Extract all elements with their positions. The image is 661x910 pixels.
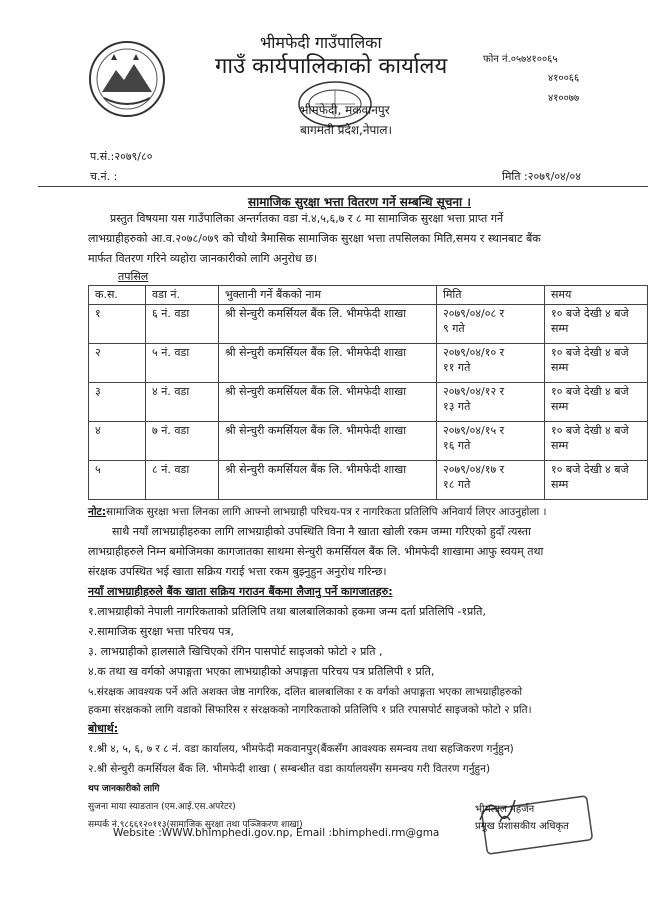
contact-phone: सम्पर्क नं.९८६६१२०११३(सामाजिक सुरक्षा तथा पञ्जिकरण शाखा) <box>88 820 303 830</box>
header-divider <box>38 186 648 187</box>
cell-sn: ४ <box>89 422 146 461</box>
doc-item: ५.संरक्षक आवश्यक पर्ने अति अशक्त जेष्ठ नागरिक, दलित बालबालिका र क वर्गको अपाङ्गता भएका लाभग्राहीहरुको <box>88 686 523 698</box>
date-line: १८ गते <box>443 478 471 491</box>
cc-item: १.श्री ४, ५, ६, ७ र ८ नं. वडा कार्यालय, भीमफेदी मकवानपुर(बैंकसँग आवश्यक समन्वय तथा सहजिकरण गर्नुहुन) <box>88 743 514 755</box>
phone-2: ४१००६६ <box>548 73 580 84</box>
cc-item: २.श्री सेन्चुरी कमर्सियल बैंक लि. भीमफेदी शाखा ( सम्बन्धीत वडा कार्यालयसँग समन्वय गरी वितरण गर्नुहुन) <box>88 763 491 775</box>
cell-time <box>545 461 648 500</box>
table-header-row <box>89 286 648 305</box>
doc-item: ३. लाभग्राहीको हालसालै खिचिएको रंगिन पासपोर्ट साइजको फोटो २ प्रति , <box>88 645 383 658</box>
col-header-date: मिति <box>437 286 545 305</box>
doc-item: १.लाभग्राहीको नेपाली नागरिकताको प्रतिलिपि तथा बालबालिकाको हकमा जन्म दर्ता प्रतिलिपि -१प्रति, <box>88 605 486 618</box>
cell-bank: श्री सेन्चुरी कमर्सियल बैंक लि. भीमफेदी शाखा <box>219 305 437 344</box>
time-line: सम्म <box>551 322 569 335</box>
para2-line: संरक्षक उपस्थित भई खाता सक्रिय गराई भत्ता रकम बुझ्नुहुन अनुरोध गरिन्छ। <box>88 565 387 578</box>
contact-heading: थप जानकारीको लागि <box>88 784 160 794</box>
col-header-time: समय <box>545 286 648 305</box>
date-line: २०७९/०४/१० र <box>443 346 505 359</box>
doc-item: २.सामाजिक सुरक्षा भत्ता परिचय पत्र, <box>88 625 235 638</box>
cell-date <box>437 383 545 422</box>
date-line: १६ गते <box>443 439 471 452</box>
cell-ward: ७ नं. वडा <box>146 422 219 461</box>
col-header-sn: क.स. <box>89 286 146 305</box>
time-line: १० बजे देखी ४ बजे <box>551 385 629 398</box>
cell-sn: १ <box>89 305 146 344</box>
cell-sn: २ <box>89 344 146 383</box>
time-line: सम्म <box>551 478 569 491</box>
cell-bank: श्री सेन्चुरी कमर्सियल बैंक लि. भीमफेदी शाखा <box>219 383 437 422</box>
tapasil-label: तपसिल <box>118 270 149 283</box>
para1-line: लाभग्राहीहरुको आ.व.२०७८/०७९ को चौथो त्रैमासिक सामाजिक सुरक्षा भत्ता तपसिलका मिति,समय र स्थानबाट बैंक <box>88 232 541 245</box>
cell-date <box>437 344 545 383</box>
date-line: २०७९/०४/०८ र <box>443 307 505 320</box>
address-line-2: बागमती प्रदेश,नेपाल। <box>300 123 393 137</box>
date-line: ९ गते <box>443 322 465 335</box>
dispatch-number: च.नं. : <box>90 170 118 183</box>
date-line: २०७९/०४/१७ र <box>443 463 505 476</box>
para2-line: लाभग्राहीहरुले निम्न बमोजिमका कागजातका साथमा सेन्चुरी कमर्सियल बैंक लि. भीमफेदी शाखामा आफु स्वयम् तथा <box>88 545 544 558</box>
table-row <box>89 344 648 383</box>
time-line: सम्म <box>551 400 569 413</box>
date-line: ११ गते <box>443 361 471 374</box>
time-line: १० बजे देखी ४ बजे <box>551 346 629 359</box>
schedule-table <box>88 285 648 500</box>
col-header-ward: वडा नं. <box>146 286 219 305</box>
org-name-top: भीमफेदी गाउँपालिका <box>260 33 382 52</box>
time-line: १० बजे देखी ४ बजे <box>551 307 629 320</box>
notice-date: मिति :२०७९/०४/०४ <box>502 170 581 183</box>
table-row <box>89 422 648 461</box>
notice-subject: सामाजिक सुरक्षा भत्ता वितरण गर्ने सम्बन्धि सूचना । <box>248 195 471 209</box>
date-line: १३ गते <box>443 400 471 413</box>
cell-time <box>545 422 648 461</box>
time-line: सम्म <box>551 439 569 452</box>
note-text: सामाजिक सुरक्षा भत्ता लिनका लागि आफ्नो लाभग्राही परिचय-पत्र र नागरिकता प्रतिलिपि अनिवार्य लिएर आउनुहोला । <box>106 506 547 518</box>
cc-heading: बोधार्थ: <box>88 722 119 735</box>
cell-time <box>545 305 648 344</box>
para1-line: प्रस्तुत विषयमा यस गाउँपालिका अन्तर्गतका वडा नं.४,५,६,७ र ८ मा सामाजिक सुरक्षा भत्ता प्राप्त गर्ने <box>110 212 504 225</box>
table-row <box>89 305 648 344</box>
signatory-name: भीमलाल महर्जन <box>475 804 535 815</box>
ref-number: प.सं.:२०७९/८० <box>90 150 153 163</box>
doc-item: ४.क तथा ख वर्गको अपाङ्गता भएका लाभग्राहीको अपाङ्गता परिचय पत्र प्रतिलिपी १ प्रति, <box>88 665 435 678</box>
cell-ward: ४ नं. वडा <box>146 383 219 422</box>
cell-date <box>437 461 545 500</box>
note-label: नोट: <box>88 506 107 518</box>
cell-sn: ३ <box>89 383 146 422</box>
cell-bank: श्री सेन्चुरी कमर्सियल बैंक लि. भीमफेदी शाखा <box>219 461 437 500</box>
note-line <box>88 505 547 519</box>
date-line: २०७९/०४/१५ र <box>443 424 505 437</box>
cell-date <box>437 422 545 461</box>
address-line-1: भीमफेदी, मकवानपुर <box>300 103 390 117</box>
phone-1: फोन नं.०५७४१००६५ <box>483 54 558 65</box>
cell-time <box>545 344 648 383</box>
signatory-title: प्रमुख प्रशासकीय अधिकृत <box>475 821 569 832</box>
footer-contact: Website :WWW.bhimphedi.gov.np, Email :bhimphedi.rm@gma <box>113 827 440 839</box>
cell-bank: श्री सेन्चुरी कमर्सियल बैंक लि. भीमफेदी शाखा <box>219 344 437 383</box>
doc-item: हकमा संरक्षकको लागि वडाको सिफारिस र संरक्षकको नागरिकताको प्रतिलिपि १ प्रति रपासपोर्ट साइजको फोटो २ प्रति। <box>88 704 532 716</box>
phone-3: ४१००७७ <box>548 93 580 104</box>
org-office-title: गाउँ कार्यपालिकाको कार्यालय <box>215 54 448 79</box>
para2-line: साथै नयाँ लाभग्राहीहरुका लागि लाभग्राहीको उपस्थिति विना नै खाता खोली रकम जम्मा गरिएको हुदाँ त्यस्ता <box>112 525 531 538</box>
table-row <box>89 461 648 500</box>
cell-ward: ६ नं. वडा <box>146 305 219 344</box>
cell-ward: ५ नं. वडा <box>146 344 219 383</box>
cell-bank: श्री सेन्चुरी कमर्सियल बैंक लि. भीमफेदी शाखा <box>219 422 437 461</box>
docs-heading: नयाँ लाभग्राहीहरुले बैंक खाता सक्रिय गराउन बैंकमा लैजानु पर्ने कागजातहरु: <box>88 585 393 598</box>
cell-time <box>545 383 648 422</box>
time-line: १० बजे देखी ४ बजे <box>551 424 629 437</box>
col-header-bank: भुक्तानी गर्ने बैंकको नाम <box>219 286 437 305</box>
time-line: सम्म <box>551 361 569 374</box>
date-line: २०७९/०४/१२ र <box>443 385 505 398</box>
municipality-emblem <box>88 40 166 118</box>
time-line: १० बजे देखी ४ बजे <box>551 463 629 476</box>
cell-date <box>437 305 545 344</box>
contact-name: सुजना माया स्याङतान (एम.आई.एस.अपरेटर) <box>88 802 236 812</box>
table-row <box>89 383 648 422</box>
para1-line: मार्फत वितरण गरिने व्यहोरा जानकारीको लागि अनुरोध छ। <box>88 252 318 265</box>
cell-ward: ८ नं. वडा <box>146 461 219 500</box>
cell-sn: ५ <box>89 461 146 500</box>
